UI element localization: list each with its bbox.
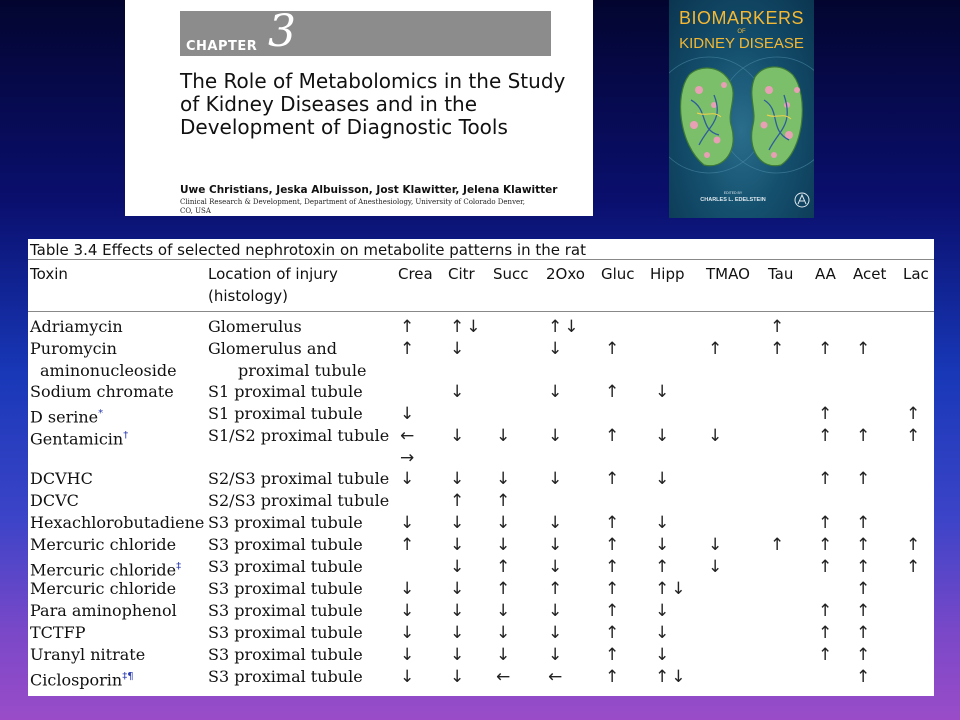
effect-arrow: ↓ — [450, 601, 467, 621]
effect-arrow-extra: → — [400, 448, 417, 468]
effect-arrow: ↑ — [818, 601, 835, 621]
effect-arrow: ↓ — [496, 645, 513, 665]
toxin-name: Gentamicin — [30, 429, 124, 449]
effect-arrow: ↑ — [770, 535, 787, 555]
location-cell: S2/S3 proximal tubule — [208, 491, 390, 510]
effect-arrow: ↓ — [548, 513, 565, 533]
effect-arrow: ↓ — [548, 469, 565, 489]
effect-arrow: ↑ — [906, 557, 923, 577]
effect-arrow: ↓ — [450, 469, 467, 489]
toxin-name: Para aminophenol — [30, 601, 177, 620]
chapter-authors: Uwe Christians, Jeska Albuisson, Jost Klawitter, Jelena Klawitter — [180, 184, 558, 196]
location-cell: S1 proximal tubule — [208, 404, 363, 423]
header-location-sub: (histology) — [208, 287, 288, 305]
effect-arrow: ↑ — [496, 491, 513, 511]
header-metabolite: Succ — [493, 265, 529, 283]
location-cell: S1 proximal tubule — [208, 382, 363, 401]
effect-arrow: ↑↓ — [548, 317, 581, 337]
effect-arrow: ↑ — [906, 426, 923, 446]
toxin-cell — [30, 317, 123, 337]
toxin-name: Uranyl nitrate — [30, 645, 146, 664]
header-metabolite: 2Oxo — [546, 265, 585, 283]
effect-arrow: ↓ — [708, 535, 725, 555]
effect-arrow: ↓ — [548, 426, 565, 446]
effect-arrow: ↓ — [548, 645, 565, 665]
location-cell: S1/S2 proximal tubule — [208, 426, 390, 445]
effect-arrow: ↓ — [450, 339, 467, 359]
chapter-number: 3 — [268, 6, 296, 57]
effect-arrow: ↓ — [655, 535, 672, 555]
toxin-cell — [30, 557, 181, 580]
effect-arrow: ↑ — [400, 535, 417, 555]
chapter-label: CHAPTER — [186, 39, 258, 54]
toxin-cell — [30, 601, 177, 621]
footnote-mark: * — [98, 408, 104, 419]
header-metabolite: Gluc — [601, 265, 635, 283]
effect-arrow: ↓ — [548, 382, 565, 402]
effect-arrow: ↑ — [605, 645, 622, 665]
effect-arrow: ↓ — [450, 645, 467, 665]
header-metabolite: Acet — [853, 265, 887, 283]
toxin-cell — [30, 623, 85, 643]
toxin-name: DCVC — [30, 491, 79, 510]
location-cell: S3 proximal tubule — [208, 579, 363, 598]
effect-arrow: ↓ — [496, 601, 513, 621]
effect-arrow: ↓ — [496, 623, 513, 643]
effect-arrow: ↑ — [708, 339, 725, 359]
book-cover — [669, 0, 814, 218]
effect-arrow: ↓ — [548, 339, 565, 359]
header-metabolite: AA — [815, 265, 836, 283]
effect-arrow: ↑ — [856, 513, 873, 533]
effect-arrow: ↑ — [818, 623, 835, 643]
toxin-name: Mercuric chloride — [30, 579, 177, 598]
toxin-name: Sodium chromate — [30, 382, 174, 401]
effect-arrow: ↓ — [400, 579, 417, 599]
effect-arrow: ↑ — [818, 557, 835, 577]
effect-arrow: ↓ — [400, 645, 417, 665]
effect-arrow: ↑ — [605, 623, 622, 643]
effect-arrow: ↓ — [400, 601, 417, 621]
chapter-affiliation: Clinical Research & Development, Department of Anesthesiology, University of Colorado Denver, CO, USA — [180, 198, 525, 215]
table-top-rule — [28, 259, 934, 260]
effect-arrow: ↓ — [400, 667, 417, 687]
header-location: Location of injury — [208, 265, 338, 283]
effect-arrow: ↑ — [856, 645, 873, 665]
header-metabolite: Citr — [448, 265, 475, 283]
effect-arrow: ↓ — [708, 426, 725, 446]
publisher-logo-icon — [794, 192, 810, 208]
toxin-name: Puromycin — [30, 339, 117, 358]
cover-title-of: OF — [737, 29, 746, 35]
effect-arrow: ↑ — [856, 426, 873, 446]
effect-arrow: ↑ — [818, 535, 835, 555]
location-cell-continued: proximal tubule — [238, 361, 367, 380]
effect-arrow: ↓ — [400, 513, 417, 533]
toxin-name: Mercuric chloride — [30, 560, 177, 580]
effect-arrow: ↑ — [548, 579, 565, 599]
toxin-name: Mercuric chloride — [30, 535, 177, 554]
chapter-card — [125, 0, 593, 216]
effect-arrow: ↓ — [450, 535, 467, 555]
metabolite-table — [28, 239, 934, 696]
chapter-header-bar — [180, 6, 551, 57]
effect-arrow: ↑ — [605, 667, 622, 687]
effect-arrow: ↑ — [450, 491, 467, 511]
effect-arrow: ↓ — [450, 579, 467, 599]
toxin-name: TCTFP — [30, 623, 86, 642]
effect-arrow: ↓ — [400, 404, 417, 424]
effect-arrow: ↑↓ — [450, 317, 483, 337]
cover-editor: CHARLES L. EDELSTEIN — [700, 197, 766, 203]
effect-arrow: ↑ — [655, 557, 672, 577]
effect-arrow: ← — [496, 667, 513, 687]
location-cell: S3 proximal tubule — [208, 535, 363, 554]
location-cell: S3 proximal tubule — [208, 513, 363, 532]
header-metabolite: Hipp — [650, 265, 685, 283]
effect-arrow: ↓ — [548, 623, 565, 643]
effect-arrow: ← — [548, 667, 565, 687]
location-cell: S3 proximal tubule — [208, 623, 363, 642]
effect-arrow: ↑ — [818, 645, 835, 665]
effect-arrow: ↑ — [818, 404, 835, 424]
effect-arrow: ↑ — [605, 557, 622, 577]
effect-arrow: ↑ — [770, 317, 787, 337]
toxin-cell — [30, 491, 79, 511]
effect-arrow: ↑↓ — [655, 579, 688, 599]
toxin-cell — [30, 382, 174, 402]
toxin-name: Hexachlorobutadiene — [30, 513, 205, 532]
toxin-name: Adriamycin — [30, 317, 123, 336]
effect-arrow: ↑ — [856, 579, 873, 599]
effect-arrow: ↑ — [818, 469, 835, 489]
location-cell: S3 proximal tubule — [208, 667, 363, 686]
effect-arrow: ↓ — [450, 426, 467, 446]
effect-arrow: ↑ — [906, 535, 923, 555]
effect-arrow: ↓ — [400, 469, 417, 489]
effect-arrow: ↑ — [605, 513, 622, 533]
toxin-name: Ciclosporin — [30, 670, 123, 690]
effect-arrow: ↓ — [548, 557, 565, 577]
effect-arrow: ↑ — [856, 535, 873, 555]
location-cell: S3 proximal tubule — [208, 601, 363, 620]
effect-arrow: ↑ — [605, 469, 622, 489]
location-cell: Glomerulus and — [208, 339, 337, 358]
effect-arrow: ↓ — [400, 623, 417, 643]
toxin-cell — [30, 535, 176, 555]
effect-arrow: ↑ — [856, 667, 873, 687]
location-cell: S3 proximal tubule — [208, 645, 363, 664]
effect-arrow: ↑ — [605, 339, 622, 359]
effect-arrow: ↓ — [496, 426, 513, 446]
effect-arrow: ↑ — [856, 557, 873, 577]
effect-arrow: ↑↓ — [655, 667, 688, 687]
effect-arrow: ↓ — [655, 469, 672, 489]
effect-arrow: ↑ — [856, 601, 873, 621]
effect-arrow: ↑ — [496, 557, 513, 577]
header-metabolite: Crea — [398, 265, 433, 283]
effect-arrow: ↓ — [450, 382, 467, 402]
footnote-mark: † — [123, 430, 129, 441]
cover-title-line2: KIDNEY DISEASE — [679, 35, 804, 52]
header-metabolite: TMAO — [706, 265, 750, 283]
effect-arrow: ↓ — [496, 469, 513, 489]
effect-arrow: ↑ — [400, 317, 417, 337]
effect-arrow: ← — [400, 426, 417, 446]
effect-arrow: ↑ — [856, 469, 873, 489]
location-cell: Glomerulus — [208, 317, 302, 336]
effect-arrow: ↑ — [818, 339, 835, 359]
toxin-cell — [30, 513, 204, 533]
toxin-name-continued: aminonucleoside — [40, 361, 177, 380]
toxin-cell — [30, 426, 128, 449]
effect-arrow: ↓ — [655, 601, 672, 621]
toxin-name: D serine — [30, 407, 99, 427]
cover-edited-by: EDITED BY — [723, 191, 743, 195]
effect-arrow: ↓ — [496, 513, 513, 533]
effect-arrow: ↓ — [548, 535, 565, 555]
effect-arrow: ↑ — [496, 579, 513, 599]
effect-arrow: ↑ — [856, 623, 873, 643]
toxin-cell — [30, 667, 134, 690]
effect-arrow: ↓ — [655, 623, 672, 643]
effect-arrow: ↑ — [818, 513, 835, 533]
effect-arrow: ↓ — [450, 557, 467, 577]
effect-arrow: ↓ — [450, 667, 467, 687]
toxin-cell — [30, 469, 93, 489]
effect-arrow: ↓ — [450, 623, 467, 643]
effect-arrow: ↑ — [856, 339, 873, 359]
cover-title-line1: BIOMARKERS — [678, 8, 805, 28]
kidney-illustration-icon — [669, 55, 814, 190]
effect-arrow: ↑ — [605, 382, 622, 402]
effect-arrow: ↑ — [906, 404, 923, 424]
effect-arrow: ↑ — [400, 339, 417, 359]
effect-arrow: ↓ — [548, 601, 565, 621]
location-cell: S3 proximal tubule — [208, 557, 363, 576]
effect-arrow: ↓ — [708, 557, 725, 577]
effect-arrow: ↓ — [655, 645, 672, 665]
footnote-mark: ‡¶ — [122, 671, 134, 682]
effect-arrow: ↑ — [818, 426, 835, 446]
chapter-title: The Role of Metabolomics in the Study of Kidney Diseases and in the Development of Diagnostic Tools — [180, 69, 566, 139]
toxin-name: DCVHC — [30, 469, 93, 488]
toxin-cell — [30, 645, 145, 665]
effect-arrow: ↓ — [496, 535, 513, 555]
footnote-mark: ‡ — [176, 561, 182, 572]
effect-arrow: ↑ — [605, 535, 622, 555]
header-toxin: Toxin — [30, 265, 68, 283]
effect-arrow: ↓ — [450, 513, 467, 533]
table-caption: Table 3.4 Effects of selected nephrotoxin on metabolite patterns in the rat — [30, 241, 586, 259]
table-header-rule — [28, 311, 934, 312]
effect-arrow: ↑ — [605, 579, 622, 599]
effect-arrow: ↑ — [605, 426, 622, 446]
header-metabolite: Lac — [903, 265, 929, 283]
effect-arrow: ↓ — [655, 513, 672, 533]
effect-arrow: ↓ — [655, 382, 672, 402]
header-metabolite: Tau — [768, 265, 794, 283]
effect-arrow: ↓ — [655, 426, 672, 446]
effect-arrow: ↑ — [605, 601, 622, 621]
location-cell: S2/S3 proximal tubule — [208, 469, 390, 488]
toxin-cell — [30, 339, 117, 359]
effect-arrow: ↑ — [770, 339, 787, 359]
toxin-cell — [30, 579, 176, 599]
toxin-cell — [30, 404, 103, 427]
